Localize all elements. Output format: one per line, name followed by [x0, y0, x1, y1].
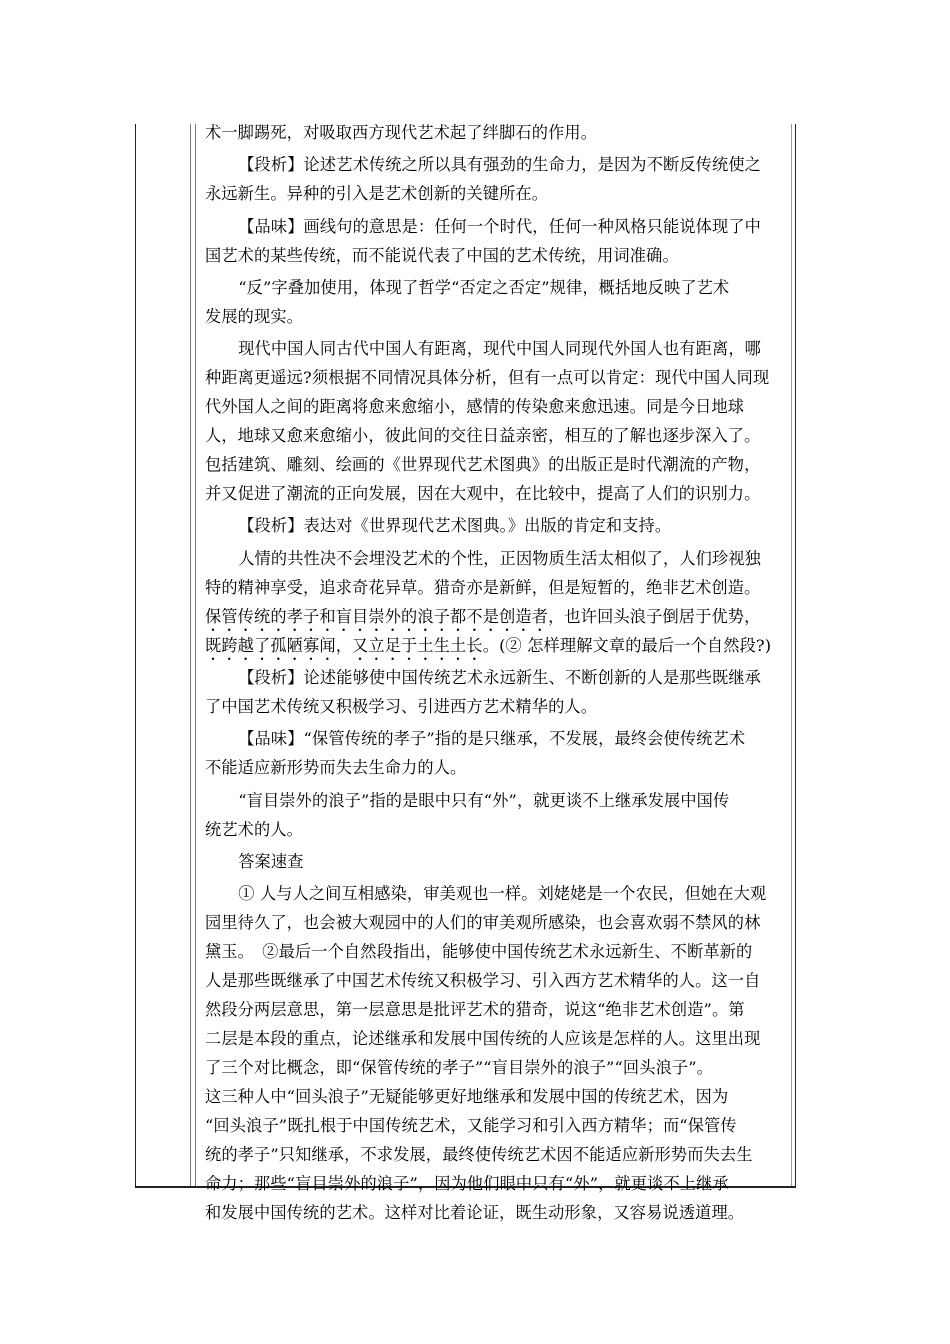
- text-line: 【品味】画线句的意思是：任何一个时代，任何一种风格只能说体现了中: [238, 216, 762, 236]
- text-line: 人是那些既继承了中国艺术传统又积极学习、引入西方艺术精华的人。这一自: [205, 971, 761, 991]
- text-line: 【段析】表达对《世界现代艺术图典。》出版的肯定和支持。: [238, 516, 672, 536]
- text-line: “回头浪子”既扎根于中国传统艺术，又能学习和引入西方精华；而“保管传: [205, 1116, 737, 1136]
- text-line: 不能适应新形势而失去生命力的人。: [205, 758, 467, 778]
- text-line: 保管传统的孝子和盲目崇外的浪子都不是创造者，也许回头浪子倒居于优势，: [205, 606, 761, 626]
- column-divider: [190, 124, 191, 1186]
- text-line: 包括建筑、雕刻、绘画的《世界现代艺术图典》的出版正是时代潮流的产物，: [205, 455, 761, 475]
- text-line: 命力；那些“盲目崇外的浪子”，因为他们眼中只有“外”，就更谈不上继承: [205, 1174, 729, 1194]
- text-line: 种距离更遥远?须根据不同情况具体分析，但有一点可以肯定：现代中国人同现: [205, 368, 770, 388]
- text-line: 了中国艺术传统又积极学习、引进西方艺术精华的人。: [205, 697, 598, 717]
- text-line: 现代中国人同古代中国人有距离，现代中国人同现代外国人也有距离，哪: [238, 339, 762, 359]
- text-line: ① 人与人之间互相感染，审美观也一样。刘姥姥是一个农民，但她在大观: [238, 884, 767, 904]
- text-line: 园里待久了，也会被大观园中的人们的审美观所感染，也会喜欢弱不禁风的林: [205, 913, 761, 933]
- text-line: 二层是本段的重点，论述继承和发展中国传统的人应该是怎样的人。这里出现: [205, 1029, 761, 1049]
- text-line: 既跨越了孤陋寡闻，又立足于土生土长。(② 怎样理解文章的最后一个自然段?): [205, 635, 772, 655]
- text-line: 特的精神享受，追求奇花异草。猎奇亦是新鲜，但是短暂的，绝非艺术创造。: [205, 577, 761, 597]
- text-line: 了三个对比概念，即“保管传统的孝子”“盲目崇外的浪子”“回头浪子”。: [205, 1058, 714, 1078]
- text-line: 【品味】“保管传统的孝子”指的是只继承，不发展，最终会使传统艺术: [238, 729, 746, 749]
- text-line: 答案速查: [238, 851, 304, 871]
- text-line: 统的孝子”只知继承，不求发展，最终使传统艺术因不能适应新形势而失去生: [205, 1145, 753, 1165]
- text-line: “盲目崇外的浪子”指的是眼中只有“外”，就更谈不上继承发展中国传: [238, 790, 730, 810]
- text-line: 然段分两层意思，第一层意思是批评艺术的猎奇，说这“绝非艺术创造”。第: [205, 1000, 745, 1020]
- text-line: 统艺术的人。: [205, 819, 304, 839]
- document-body: [205, 118, 785, 1227]
- text-line: 人，地球又愈来愈缩小，彼此间的交往日益亲密，相互的了解也逐步深入了。: [205, 426, 761, 446]
- text-line: 和发展中国传统的艺术。这样对比着论证，既生动形象，又容易说透道理。: [205, 1203, 745, 1223]
- column-divider-right: [791, 124, 792, 1186]
- column-divider-inner: [195, 124, 196, 1186]
- text-line: 这三种人中“回头浪子”无疑能够更好地继承和发展中国的传统艺术，因为: [205, 1087, 729, 1107]
- text-line: 代外国人之间的距离将愈来愈缩小，感情的传染愈来愈迅速。同是今日地球: [205, 397, 745, 417]
- text-line: 国艺术的某些传统，而不能说代表了中国的艺术传统，用词准确。: [205, 245, 679, 265]
- text-line: 黛玉。 ②最后一个自然段指出，能够使中国传统艺术永远新生、不断革新的: [205, 942, 753, 962]
- text-line: “反”字叠加使用，体现了哲学“否定之否定”规律，概括地反映了艺术: [238, 277, 730, 297]
- text-line: 发展的现实。: [205, 306, 304, 326]
- text-line: 【段析】论述能够使中国传统艺术永远新生、不断创新的人是那些既继承: [238, 668, 762, 688]
- text-line: 永远新生。异种的引入是艺术创新的关键所在。: [205, 184, 549, 204]
- text-line: 术一脚踢死，对吸取西方现代艺术起了绊脚石的作用。: [205, 123, 598, 142]
- text-line: 并又促进了潮流的正向发展，因在大观中，在比较中，提高了人们的识别力。: [205, 484, 761, 504]
- text-line: 【段析】论述艺术传统之所以具有强劲的生命力，是因为不断反传统使之: [238, 155, 762, 175]
- text-line: 人情的共性决不会埋没艺术的个性，正因物质生活太相似了，人们珍视独: [238, 548, 762, 568]
